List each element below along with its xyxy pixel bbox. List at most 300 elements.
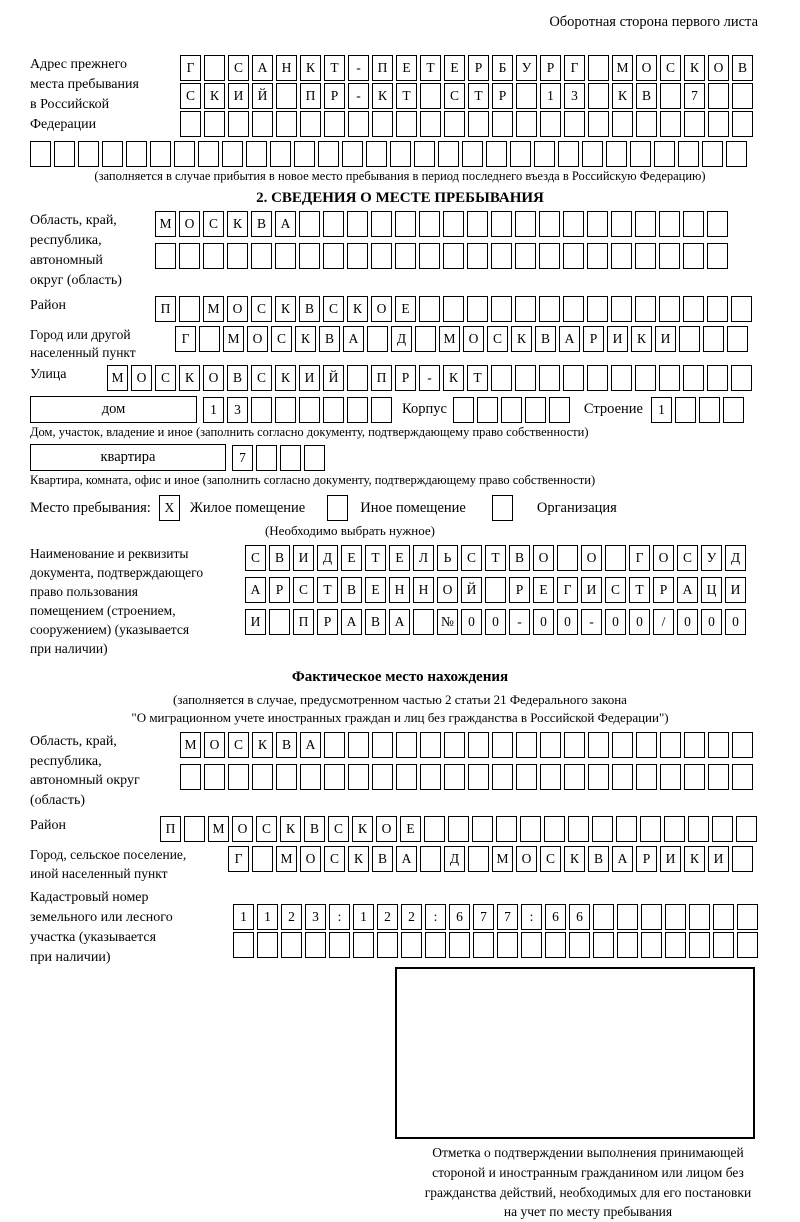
apartment-box-label: квартира	[30, 444, 226, 471]
char-box	[420, 846, 441, 872]
region-label: Область, край, республика, автономный округ (область)	[30, 213, 122, 288]
char-box: С	[203, 211, 224, 237]
char-box: Т	[420, 55, 441, 81]
char-box: -	[348, 55, 369, 81]
char-box: О	[131, 365, 152, 391]
char-box	[413, 609, 434, 635]
char-box: -	[419, 365, 440, 391]
char-box: 7	[232, 445, 253, 471]
char-box	[472, 816, 493, 842]
char-box: О	[371, 296, 392, 322]
char-grid-row	[180, 83, 753, 109]
char-box	[299, 243, 320, 269]
char-box	[468, 111, 489, 137]
prev-address-label: Адрес прежнего места пребывания в Российской Федерации	[30, 57, 139, 132]
char-box: О	[533, 545, 554, 571]
char-box: 2	[281, 904, 302, 930]
char-box: Т	[485, 545, 506, 571]
char-box	[468, 846, 489, 872]
char-box	[347, 397, 368, 423]
char-box	[444, 111, 465, 137]
char-box	[539, 211, 560, 237]
char-box	[371, 397, 392, 423]
char-box	[246, 141, 267, 167]
char-box	[486, 141, 507, 167]
char-box: Е	[533, 577, 554, 603]
char-box	[515, 365, 536, 391]
char-box: Р	[492, 83, 513, 109]
char-box	[491, 211, 512, 237]
char-box: А	[245, 577, 266, 603]
char-box	[723, 397, 744, 423]
char-box	[30, 141, 51, 167]
char-box	[448, 816, 469, 842]
char-box	[732, 111, 753, 137]
char-box	[731, 365, 752, 391]
char-box	[605, 545, 626, 571]
actual-district-label: Район	[30, 818, 66, 834]
char-box	[727, 326, 748, 352]
char-box	[588, 83, 609, 109]
char-box	[707, 243, 728, 269]
char-box	[204, 111, 225, 137]
char-box: П	[300, 83, 321, 109]
residential-checkbox: X	[159, 495, 180, 521]
char-box: М	[492, 846, 513, 872]
char-box: К	[348, 846, 369, 872]
char-box	[453, 397, 474, 423]
char-box	[257, 932, 278, 958]
char-box: П	[160, 816, 181, 842]
char-grid-row	[245, 577, 746, 603]
char-box: В	[269, 545, 290, 571]
char-box: П	[372, 55, 393, 81]
char-box	[256, 445, 277, 471]
char-box	[587, 211, 608, 237]
char-box	[179, 296, 200, 322]
char-box: Р	[540, 55, 561, 81]
char-box	[563, 296, 584, 322]
char-box: И	[725, 577, 746, 603]
char-box	[588, 732, 609, 758]
document-label: Наименование и реквизиты документа, подтверждающего право пользования помещением (строением, сооружением) (указывается при наличии)	[30, 546, 204, 656]
char-box	[684, 764, 705, 790]
char-box: А	[275, 211, 296, 237]
char-box: К	[280, 816, 301, 842]
char-box: К	[179, 365, 200, 391]
char-box	[179, 243, 200, 269]
char-box: Н	[389, 577, 410, 603]
char-box: В	[732, 55, 753, 81]
apartment-number-cells	[232, 445, 325, 471]
char-box: М	[276, 846, 297, 872]
char-box	[323, 243, 344, 269]
char-box: 3	[305, 904, 326, 930]
char-box: О	[376, 816, 397, 842]
char-box	[353, 932, 374, 958]
char-box	[371, 243, 392, 269]
region-field	[30, 211, 770, 291]
char-box	[342, 141, 363, 167]
cadastral-field	[30, 888, 770, 968]
char-box	[540, 732, 561, 758]
char-box: Н	[276, 55, 297, 81]
char-box	[477, 397, 498, 423]
district-label: Район	[30, 297, 66, 313]
char-box	[468, 764, 489, 790]
char-box	[420, 732, 441, 758]
char-box: Р	[317, 609, 338, 635]
char-box	[420, 83, 441, 109]
city-label: Город или другой населенный пункт	[30, 326, 136, 361]
char-box: Г	[180, 55, 201, 81]
char-box	[323, 211, 344, 237]
char-box	[683, 243, 704, 269]
char-box	[184, 816, 205, 842]
char-box	[516, 83, 537, 109]
char-box	[708, 732, 729, 758]
char-box	[395, 211, 416, 237]
char-box	[444, 764, 465, 790]
char-box	[318, 141, 339, 167]
char-grid-row	[107, 365, 752, 391]
char-box: :	[425, 904, 446, 930]
char-box: И	[655, 326, 676, 352]
char-box: П	[155, 296, 176, 322]
char-box	[516, 764, 537, 790]
char-box: С	[271, 326, 292, 352]
char-box: 0	[701, 609, 722, 635]
char-box: 0	[557, 609, 578, 635]
house-caption: Дом, участок, владение и иное (заполнить согласно документу, подтверждающему право собственности)	[30, 425, 589, 440]
char-box	[414, 141, 435, 167]
char-box	[275, 243, 296, 269]
char-box	[443, 296, 464, 322]
char-grid-row	[160, 816, 757, 842]
char-box	[174, 141, 195, 167]
char-box: -	[509, 609, 530, 635]
char-box	[324, 111, 345, 137]
char-box	[612, 732, 633, 758]
char-box: У	[516, 55, 537, 81]
char-box	[372, 764, 393, 790]
char-box: 2	[401, 904, 422, 930]
char-box: Р	[324, 83, 345, 109]
char-box	[473, 932, 494, 958]
char-box	[516, 111, 537, 137]
char-box: К	[443, 365, 464, 391]
korpus-label: Корпус	[402, 401, 447, 418]
char-box: С	[323, 296, 344, 322]
char-box: В	[341, 577, 362, 603]
char-box: В	[636, 83, 657, 109]
char-box: К	[684, 55, 705, 81]
char-box: М	[180, 732, 201, 758]
char-box: Б	[492, 55, 513, 81]
char-box	[707, 365, 728, 391]
char-box	[660, 111, 681, 137]
char-box: В	[588, 846, 609, 872]
char-box	[564, 732, 585, 758]
char-box: К	[300, 55, 321, 81]
char-box	[126, 141, 147, 167]
char-box: О	[437, 577, 458, 603]
char-box	[348, 732, 369, 758]
char-box: К	[295, 326, 316, 352]
char-box: С	[540, 846, 561, 872]
char-box	[347, 365, 368, 391]
char-box	[636, 732, 657, 758]
char-box	[492, 732, 513, 758]
char-box	[304, 445, 325, 471]
char-box	[492, 111, 513, 137]
char-box: К	[352, 816, 373, 842]
char-box	[396, 111, 417, 137]
actual-location-caption-1: (заполняется в случае, предусмотренном частью 2 статьи 21 Федерального закона	[173, 691, 627, 707]
char-box	[737, 904, 758, 930]
char-grid-row	[245, 545, 746, 571]
char-grid-row	[233, 932, 758, 958]
char-box	[251, 397, 272, 423]
char-box	[468, 732, 489, 758]
char-box: О	[300, 846, 321, 872]
char-box	[497, 932, 518, 958]
prev-address-field	[30, 55, 770, 137]
char-box	[269, 609, 290, 635]
char-box	[593, 932, 614, 958]
char-box: Е	[365, 577, 386, 603]
char-box	[276, 764, 297, 790]
char-box	[636, 764, 657, 790]
char-grid-row	[155, 243, 728, 269]
char-grid-row	[180, 732, 753, 758]
char-box: К	[227, 211, 248, 237]
char-box: 1	[353, 904, 374, 930]
char-box: Т	[317, 577, 338, 603]
char-box: В	[276, 732, 297, 758]
char-box: Е	[389, 545, 410, 571]
char-box: Ц	[701, 577, 722, 603]
actual-district-field	[30, 816, 770, 842]
char-box	[467, 211, 488, 237]
char-box: А	[677, 577, 698, 603]
char-box: С	[324, 846, 345, 872]
char-box	[251, 243, 272, 269]
char-box: И	[708, 846, 729, 872]
char-box: 0	[461, 609, 482, 635]
other-premises-checkbox	[327, 495, 348, 521]
char-box: №	[437, 609, 458, 635]
char-box: -	[581, 609, 602, 635]
char-box	[300, 764, 321, 790]
char-box	[732, 732, 753, 758]
char-box	[155, 243, 176, 269]
cadastral-label: Кадастровый номер земельного или лесного участка (указывается при наличии)	[30, 889, 173, 965]
char-box	[617, 932, 638, 958]
cadastral-grid	[233, 888, 758, 958]
char-box	[366, 141, 387, 167]
char-box	[204, 55, 225, 81]
char-box: В	[535, 326, 556, 352]
char-box: В	[251, 211, 272, 237]
char-box: О	[516, 846, 537, 872]
char-box: Т	[629, 577, 650, 603]
char-box: В	[372, 846, 393, 872]
char-box: К	[511, 326, 532, 352]
char-box	[444, 732, 465, 758]
char-grid-row	[180, 111, 753, 137]
char-box	[587, 243, 608, 269]
char-box	[491, 243, 512, 269]
char-box	[299, 397, 320, 423]
char-box: 1	[203, 397, 224, 423]
char-box: Г	[557, 577, 578, 603]
char-box: О	[247, 326, 268, 352]
char-box: К	[275, 296, 296, 322]
char-box: 7	[684, 83, 705, 109]
char-box: С	[245, 545, 266, 571]
char-box: В	[509, 545, 530, 571]
char-box: К	[564, 846, 585, 872]
char-box	[227, 243, 248, 269]
registration-mark-caption: Отметка о подтверждении выполнения принимающей стороной и иностранным гражданином или лицом без гражданства действий, необходимых для его постановки на учет по месту пребывания	[424, 1145, 752, 1220]
apartment-field	[30, 444, 770, 471]
organization-option-label: Организация	[536, 499, 617, 516]
char-box: К	[275, 365, 296, 391]
char-box: 0	[629, 609, 650, 635]
char-box	[252, 764, 273, 790]
char-box: С	[487, 326, 508, 352]
stay-type-label: Место пребывания:	[30, 499, 151, 516]
char-box	[683, 365, 704, 391]
korpus-cells	[453, 397, 570, 423]
char-box	[689, 932, 710, 958]
char-box	[736, 816, 757, 842]
char-box	[491, 296, 512, 322]
char-box: А	[252, 55, 273, 81]
char-box	[726, 141, 747, 167]
char-box	[630, 141, 651, 167]
char-box	[582, 141, 603, 167]
char-box: 0	[485, 609, 506, 635]
char-box: С	[293, 577, 314, 603]
char-box: 1	[257, 904, 278, 930]
char-box	[419, 243, 440, 269]
char-box	[275, 397, 296, 423]
char-box	[419, 296, 440, 322]
char-box	[199, 326, 220, 352]
char-box	[203, 243, 224, 269]
actual-region-label: Область, край, республика, автономный округ (область)	[30, 733, 140, 809]
char-box	[659, 365, 680, 391]
char-grid-row	[245, 609, 746, 635]
char-box	[640, 816, 661, 842]
char-box: Л	[413, 545, 434, 571]
char-box	[371, 211, 392, 237]
char-box	[252, 846, 273, 872]
char-box	[665, 932, 686, 958]
char-box	[510, 141, 531, 167]
char-box	[467, 243, 488, 269]
char-box	[636, 111, 657, 137]
char-box: Т	[324, 55, 345, 81]
stroenie-cells	[651, 397, 744, 423]
char-box: А	[559, 326, 580, 352]
char-box	[281, 932, 302, 958]
char-box: К	[684, 846, 705, 872]
char-box	[492, 764, 513, 790]
char-box	[708, 764, 729, 790]
char-box	[424, 816, 445, 842]
char-box	[496, 816, 517, 842]
char-box: М	[612, 55, 633, 81]
other-premises-option-label: Иное помещение	[360, 499, 466, 516]
char-box: Н	[413, 577, 434, 603]
char-box	[659, 243, 680, 269]
char-box: 3	[227, 397, 248, 423]
prev-address-caption: (заполняется в случае прибытия в новое место пребывания в период последнего въезда в Российскую Федерацию)	[94, 169, 706, 183]
char-box: А	[389, 609, 410, 635]
char-box	[713, 904, 734, 930]
char-box	[568, 816, 589, 842]
char-box	[713, 932, 734, 958]
char-box	[731, 296, 752, 322]
char-box	[540, 764, 561, 790]
char-box: Т	[468, 83, 489, 109]
char-box	[707, 211, 728, 237]
char-box	[684, 111, 705, 137]
organization-checkbox	[492, 495, 513, 521]
prev-address-overflow-row	[30, 141, 770, 167]
stroenie-label: Строение	[583, 401, 643, 418]
char-box: А	[300, 732, 321, 758]
char-box	[462, 141, 483, 167]
char-box: :	[521, 904, 542, 930]
char-box: М	[203, 296, 224, 322]
char-box: 7	[497, 904, 518, 930]
char-box: Р	[269, 577, 290, 603]
char-box: 0	[533, 609, 554, 635]
char-box: С	[677, 545, 698, 571]
char-box: А	[612, 846, 633, 872]
char-box: Т	[467, 365, 488, 391]
char-box	[324, 732, 345, 758]
char-box	[372, 111, 393, 137]
char-box	[675, 397, 696, 423]
char-box	[737, 932, 758, 958]
char-box: 1	[233, 904, 254, 930]
char-box	[659, 211, 680, 237]
char-grid-row	[180, 55, 753, 81]
char-box	[593, 904, 614, 930]
char-box	[683, 296, 704, 322]
char-box: -	[348, 83, 369, 109]
char-box	[563, 211, 584, 237]
char-box	[348, 764, 369, 790]
char-box	[612, 764, 633, 790]
char-box	[449, 932, 470, 958]
char-box: У	[701, 545, 722, 571]
prev-address-grid	[180, 55, 753, 137]
char-box: В	[319, 326, 340, 352]
char-box: К	[204, 83, 225, 109]
char-box: Й	[252, 83, 273, 109]
char-box	[732, 764, 753, 790]
char-box: К	[612, 83, 633, 109]
char-box	[347, 243, 368, 269]
char-box: О	[227, 296, 248, 322]
char-box	[204, 764, 225, 790]
